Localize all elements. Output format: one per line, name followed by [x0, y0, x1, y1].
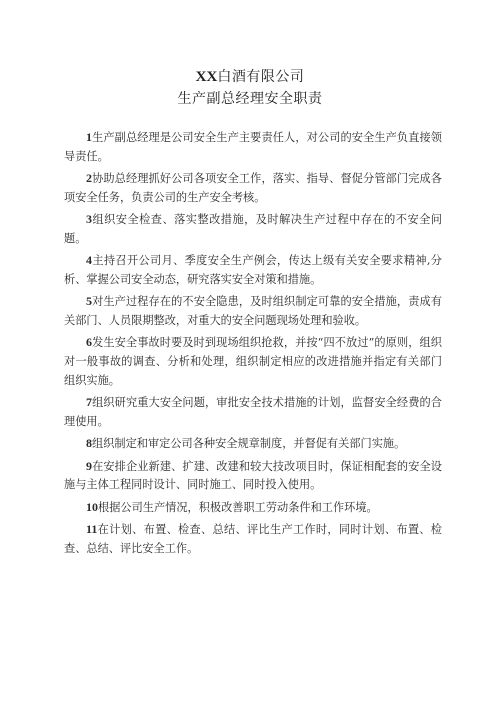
responsibility-item-6	[64, 333, 442, 390]
responsibility-item-7	[64, 393, 442, 431]
item-text: 组织研究重大安全问题，审批安全技术措施的计划，监督安全经费的合理使用。	[64, 396, 442, 428]
item-number: 10	[86, 499, 98, 514]
item-text: 在安排企业新建、扩建、改建和较大技改项目时，保证相配套的安全设施与主体工程同时设计、同时施工、同时投入使用。	[64, 459, 442, 492]
responsibility-item-10	[64, 498, 442, 518]
item-text: 在计划、布置、检查、总结、评比生产工作时，同时计划、布置、检查、总结、评比安全工作。	[64, 523, 442, 555]
item-number: 2	[86, 171, 92, 186]
document-title: 生产副总经理安全职责	[177, 91, 323, 107]
item-number: 1	[86, 130, 92, 144]
item-number: 7	[86, 395, 92, 410]
item-number: 8	[86, 436, 92, 451]
item-text: 发生安全事故时要及时到现场组织抢救，并按“四不放过”的原则，组织对一般事故的调查、分析和处理，组织制定相应的改进措施并指定有关部门组织实施。	[64, 336, 442, 387]
item-text: 根据公司生产情况，积极改善职工劳动条件和工作环境。	[98, 500, 378, 514]
responsibility-item-9	[64, 457, 442, 495]
item-text: 对生产过程存在的不安全隐患，及时组织制定可靠的安全措施，责成有关部门、人员限期整改，对重大的安全问题现场处理和验收。	[64, 295, 442, 327]
responsibility-item-2	[64, 169, 442, 207]
item-text: 主持召开公司月、季度安全生产例会，传达上级有关安全要求精神,分析、掌握公司安全动态，研究落实安全对策和措施。	[64, 254, 442, 286]
item-text: 组织安全检查、落实整改措施，及时解决生产过程中存在的不安全问题。	[64, 213, 442, 245]
company-name-text: 白酒有限公司	[217, 69, 305, 85]
item-text: 生产副总经理是公司安全生产主要责任人，对公司的安全生产负直接领导责任。	[64, 131, 442, 163]
item-text: 协助总经理抓好公司各项安全工作，落实、指导、督促分管部门完成各项安全任务，负责公司的生产安全考核。	[64, 172, 442, 204]
responsibility-item-3	[64, 210, 442, 248]
responsibility-item-11	[64, 520, 442, 558]
item-number: 5	[86, 294, 92, 309]
responsibility-item-8	[64, 434, 442, 454]
document-body	[64, 128, 442, 561]
item-number: 11	[86, 522, 98, 537]
responsibility-item-1	[64, 128, 442, 166]
item-number: 3	[86, 212, 92, 227]
company-prefix: XX	[195, 69, 218, 85]
responsibility-item-4	[64, 251, 442, 289]
responsibility-item-5	[64, 292, 442, 330]
item-number: 6	[86, 335, 92, 350]
company-name	[0, 68, 500, 86]
item-number: 9	[86, 458, 92, 473]
item-number: 4	[86, 253, 92, 268]
document-header	[0, 68, 500, 108]
item-text: 组织制定和审定公司各种安全规章制度，并督促有关部门实施。	[92, 437, 406, 451]
